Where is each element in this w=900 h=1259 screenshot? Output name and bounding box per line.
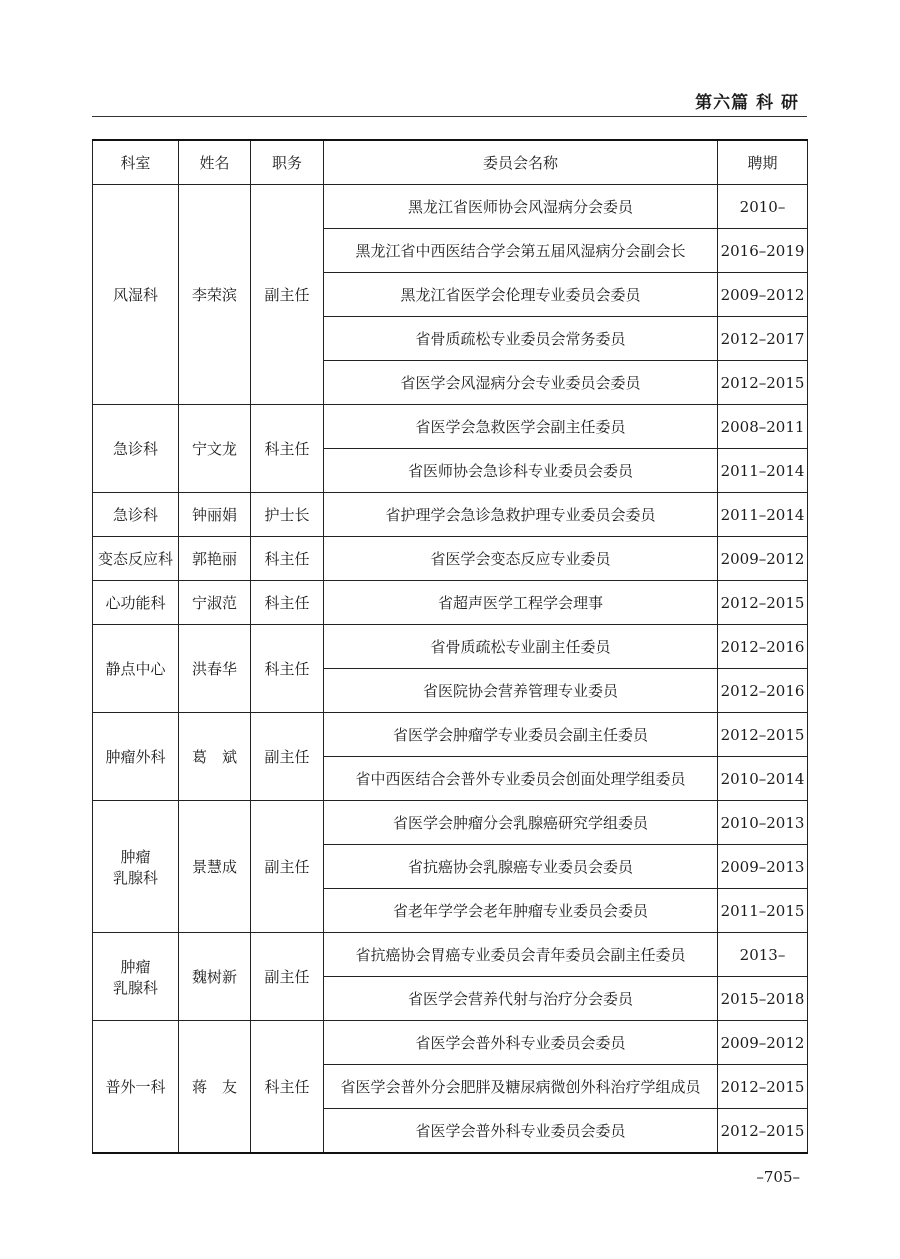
dept-cell: 变态反应科 xyxy=(93,537,179,581)
table-row xyxy=(93,801,808,845)
col-header-name: 姓名 xyxy=(179,140,251,185)
table-row xyxy=(93,493,808,537)
term-cell: 2009–2012 xyxy=(718,273,808,317)
committee-table xyxy=(92,139,808,1154)
table-row xyxy=(93,625,808,669)
term-cell: 2009–2013 xyxy=(718,845,808,889)
term-cell: 2012–2016 xyxy=(718,625,808,669)
committee-cell: 省护理学会急诊急救护理专业委员会委员 xyxy=(324,493,718,537)
dept-cell: 肿瘤 乳腺科 xyxy=(93,933,179,1021)
title-cell: 科主任 xyxy=(251,537,324,581)
committee-cell: 省医学会普外科专业委员会委员 xyxy=(324,1109,718,1154)
page-number: –705– xyxy=(756,1168,800,1186)
committee-cell: 省医学会风湿病分会专业委员会委员 xyxy=(324,361,718,405)
term-cell: 2011–2014 xyxy=(718,493,808,537)
title-cell: 科主任 xyxy=(251,1021,324,1154)
committee-cell: 省医学会变态反应专业委员 xyxy=(324,537,718,581)
title-cell: 副主任 xyxy=(251,933,324,1021)
chapter-title: 第六篇 科 研 xyxy=(695,93,799,113)
term-cell: 2011–2015 xyxy=(718,889,808,933)
term-cell: 2016–2019 xyxy=(718,229,808,273)
name-cell: 宁淑范 xyxy=(179,581,251,625)
term-cell: 2010– xyxy=(718,185,808,229)
term-cell: 2009–2012 xyxy=(718,1021,808,1065)
header-row xyxy=(93,140,808,185)
col-header-committee: 委员会名称 xyxy=(324,140,718,185)
dept-cell: 心功能科 xyxy=(93,581,179,625)
table-row xyxy=(93,185,808,229)
col-header-title: 职务 xyxy=(251,140,324,185)
name-cell: 魏树新 xyxy=(179,933,251,1021)
term-cell: 2009–2012 xyxy=(718,537,808,581)
name-cell: 景慧成 xyxy=(179,801,251,933)
table-row xyxy=(93,581,808,625)
col-header-term: 聘期 xyxy=(718,140,808,185)
term-cell: 2012–2017 xyxy=(718,317,808,361)
committee-cell: 省老年学学会老年肿瘤专业委员会委员 xyxy=(324,889,718,933)
name-cell: 蒋 友 xyxy=(179,1021,251,1154)
dept-cell: 肿瘤 乳腺科 xyxy=(93,801,179,933)
dept-cell: 肿瘤外科 xyxy=(93,713,179,801)
committee-cell: 省医学会普外科专业委员会委员 xyxy=(324,1021,718,1065)
term-cell: 2010–2014 xyxy=(718,757,808,801)
name-cell: 洪春华 xyxy=(179,625,251,713)
term-cell: 2013– xyxy=(718,933,808,977)
table-row xyxy=(93,713,808,757)
committee-cell: 省医学会急救医学会副主任委员 xyxy=(324,405,718,449)
title-cell: 科主任 xyxy=(251,625,324,713)
name-cell: 宁文龙 xyxy=(179,405,251,493)
table-row xyxy=(93,405,808,449)
dept-cell: 急诊科 xyxy=(93,405,179,493)
dept-cell: 急诊科 xyxy=(93,493,179,537)
committee-cell: 省医师协会急诊科专业委员会委员 xyxy=(324,449,718,493)
committee-cell: 省医院协会营养管理专业委员 xyxy=(324,669,718,713)
committee-cell: 省骨质疏松专业副主任委员 xyxy=(324,625,718,669)
title-cell: 副主任 xyxy=(251,185,324,405)
term-cell: 2008–2011 xyxy=(718,405,808,449)
term-cell: 2012–2015 xyxy=(718,1065,808,1109)
name-cell: 李荣滨 xyxy=(179,185,251,405)
title-cell: 护士长 xyxy=(251,493,324,537)
committee-cell: 黑龙江省医学会伦理专业委员会委员 xyxy=(324,273,718,317)
committee-cell: 省医学会营养代射与治疗分会委员 xyxy=(324,977,718,1021)
name-cell: 钟丽娟 xyxy=(179,493,251,537)
table-header xyxy=(93,140,808,185)
committee-cell: 黑龙江省医师协会风湿病分会委员 xyxy=(324,185,718,229)
committee-cell: 黑龙江省中西医结合学会第五届风湿病分会副会长 xyxy=(324,229,718,273)
dept-cell: 静点中心 xyxy=(93,625,179,713)
committee-cell: 省抗癌协会胃癌专业委员会青年委员会副主任委员 xyxy=(324,933,718,977)
term-cell: 2012–2016 xyxy=(718,669,808,713)
term-cell: 2010–2013 xyxy=(718,801,808,845)
title-cell: 副主任 xyxy=(251,801,324,933)
title-cell: 副主任 xyxy=(251,713,324,801)
dept-cell: 风湿科 xyxy=(93,185,179,405)
term-cell: 2015–2018 xyxy=(718,977,808,1021)
term-cell: 2012–2015 xyxy=(718,713,808,757)
dept-cell: 普外一科 xyxy=(93,1021,179,1154)
term-cell: 2012–2015 xyxy=(718,581,808,625)
committee-cell: 省医学会肿瘤学专业委员会副主任委员 xyxy=(324,713,718,757)
name-cell: 葛 斌 xyxy=(179,713,251,801)
committee-cell: 省医学会肿瘤分会乳腺癌研究学组委员 xyxy=(324,801,718,845)
table-body xyxy=(93,185,808,1154)
term-cell: 2012–2015 xyxy=(718,361,808,405)
col-header-dept: 科室 xyxy=(93,140,179,185)
table-row xyxy=(93,933,808,977)
table-row xyxy=(93,537,808,581)
title-cell: 科主任 xyxy=(251,405,324,493)
committee-cell: 省中西医结合会普外专业委员会创面处理学组委员 xyxy=(324,757,718,801)
term-cell: 2012–2015 xyxy=(718,1109,808,1154)
committee-cell: 省医学会普外分会肥胖及糖尿病微创外科治疗学组成员 xyxy=(324,1065,718,1109)
title-cell: 科主任 xyxy=(251,581,324,625)
name-cell: 郭艳丽 xyxy=(179,537,251,581)
term-cell: 2011–2014 xyxy=(718,449,808,493)
committee-cell: 省抗癌协会乳腺癌专业委员会委员 xyxy=(324,845,718,889)
page-header xyxy=(92,84,807,117)
table-row xyxy=(93,1021,808,1065)
committee-cell: 省超声医学工程学会理事 xyxy=(324,581,718,625)
committee-cell: 省骨质疏松专业委员会常务委员 xyxy=(324,317,718,361)
